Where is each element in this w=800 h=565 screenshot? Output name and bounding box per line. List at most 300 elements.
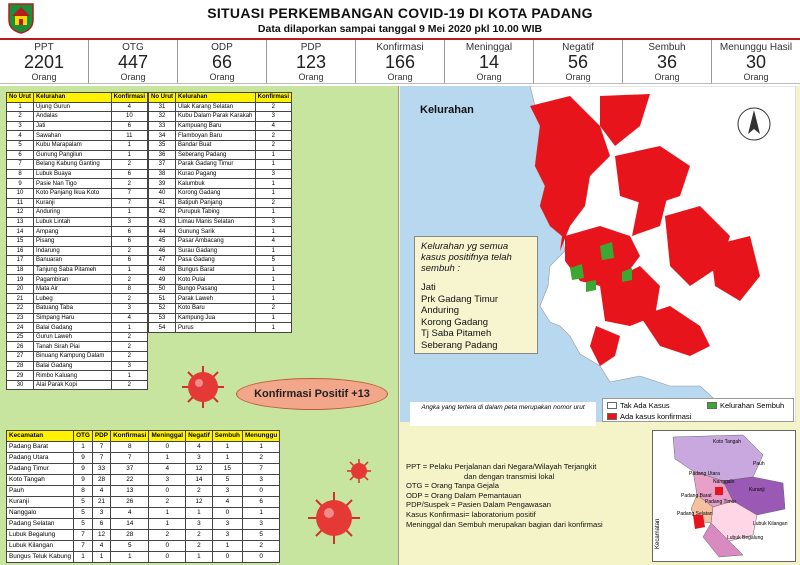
table-cell: 1: [255, 323, 291, 333]
area-recovered: [586, 280, 596, 292]
table-row: [7, 519, 280, 530]
table-cell: 36: [149, 150, 176, 160]
table-cell: 7: [92, 453, 110, 464]
table-cell: 0: [149, 442, 186, 453]
table-row: [7, 102, 148, 112]
table-row: [149, 227, 292, 237]
column-header: No Urut: [149, 93, 176, 103]
column-header: PDP: [92, 431, 110, 442]
table-cell: Belang Kabung Ganting: [34, 160, 112, 170]
table-cell: 1: [242, 442, 279, 453]
table-row: [7, 160, 148, 170]
table-row: [7, 371, 148, 381]
table-cell: 43: [149, 217, 176, 227]
table-cell: Kubu Marapalam: [34, 140, 112, 150]
table-cell: 45: [149, 236, 176, 246]
table-cell: Lubeg: [34, 294, 112, 304]
stat-value: 36: [656, 52, 678, 72]
table-cell: 12: [92, 530, 110, 541]
stat-sembuh: [623, 40, 712, 83]
table-cell: 24: [7, 323, 34, 333]
table-cell: 40: [149, 188, 176, 198]
table-cell: 4: [212, 497, 242, 508]
table-cell: 1: [255, 179, 291, 189]
table-cell: Batuang Taba: [34, 304, 112, 314]
table-cell: 1: [186, 508, 213, 519]
table-cell: 2: [255, 198, 291, 208]
kecamatan-table: [6, 430, 280, 563]
table-cell: 1: [255, 150, 291, 160]
table-cell: 1: [111, 323, 147, 333]
table-cell: 2: [111, 179, 147, 189]
definition-line: PDP/Suspek = Pasien Dalam Pengawasan: [406, 500, 551, 510]
table-cell: 3: [242, 475, 279, 486]
table-cell: Kampung Jua: [176, 313, 256, 323]
table-cell: Pasa Gadang: [176, 256, 256, 266]
table-row: [149, 160, 292, 170]
table-cell: 17: [7, 256, 34, 266]
table-cell: 3: [255, 169, 291, 179]
table-cell: Pasie Nan Tigo: [34, 179, 112, 189]
table-cell: 9: [7, 179, 34, 189]
table-cell: Koto Baru: [176, 304, 256, 314]
minimap-label: Padang Selatan: [677, 511, 713, 517]
table-cell: Parak Gadang Timur: [176, 160, 256, 170]
table-cell: 5: [212, 475, 242, 486]
table-row: [7, 140, 148, 150]
table-cell: 2: [255, 131, 291, 141]
table-cell: Batipuh Panjang: [176, 198, 256, 208]
table-cell: Kurao Pagang: [176, 169, 256, 179]
table-row: [7, 284, 148, 294]
positive-increase-badge: Konfirmasi Positif +13: [236, 378, 388, 410]
table-cell: 3: [186, 519, 213, 530]
definition-line: PPT = Pelaku Perjalanan dari Negara/Wilayah Terjangkit: [406, 462, 597, 471]
table-cell: 23: [7, 313, 34, 323]
table-cell: 2: [111, 352, 147, 362]
stat-label: PDP: [300, 42, 322, 53]
table-cell: 2: [186, 486, 213, 497]
table-row: [149, 121, 292, 131]
table-cell: 5: [74, 508, 93, 519]
column-header: Meninggal: [149, 431, 186, 442]
table-header-row: [7, 93, 148, 103]
table-cell: Kubu Dalam Parak Karakah: [176, 112, 256, 122]
table-cell: Padang Timur: [7, 464, 74, 475]
table-cell: Padang Barat: [7, 442, 74, 453]
table-cell: 4: [255, 121, 291, 131]
table-cell: 5: [111, 541, 149, 552]
table-cell: 2: [111, 380, 147, 390]
table-row: [7, 256, 148, 266]
table-cell: Ulak Karang Selatan: [176, 102, 256, 112]
table-row: [7, 131, 148, 141]
table-cell: 16: [7, 246, 34, 256]
table-cell: 1: [255, 294, 291, 304]
table-cell: 26: [7, 342, 34, 352]
table-cell: 4: [92, 486, 110, 497]
table-cell: Kuranji: [7, 497, 74, 508]
table-cell: Purus: [176, 323, 256, 333]
table-row: [149, 304, 292, 314]
kelurahan-table-2: [148, 92, 292, 333]
table-row: [149, 275, 292, 285]
table-cell: 15: [212, 464, 242, 475]
table-cell: 2: [255, 102, 291, 112]
table-cell: Balai Gadang: [34, 361, 112, 371]
stat-label: Negatif: [562, 42, 594, 53]
table-cell: 9: [74, 453, 93, 464]
table-row: [7, 497, 280, 508]
table-cell: 0: [149, 486, 186, 497]
table-cell: 46: [149, 246, 176, 256]
table-cell: Simpang Haru: [34, 313, 112, 323]
table-cell: 4: [111, 102, 147, 112]
table-cell: 52: [149, 304, 176, 314]
table-cell: 4: [255, 236, 291, 246]
table-cell: 2: [242, 453, 279, 464]
table-row: [149, 188, 292, 198]
table-cell: 51: [149, 294, 176, 304]
table-cell: 3: [111, 304, 147, 314]
legend-label: Ada kasus konfirmasi: [620, 412, 692, 421]
column-header: Kecamatan: [7, 431, 74, 442]
minimap-label: Koto Tangah: [713, 439, 741, 445]
callout-item: Korong Gadang: [421, 316, 489, 328]
table-cell: 1: [74, 552, 93, 563]
table-cell: 1: [186, 552, 213, 563]
stat-unit: Orang: [209, 72, 235, 82]
table-cell: 48: [149, 265, 176, 275]
table-cell: 7: [7, 160, 34, 170]
table-cell: 3: [186, 453, 213, 464]
table-cell: 25: [7, 332, 34, 342]
table-cell: 2: [149, 497, 186, 508]
recovered-callout: [414, 236, 538, 354]
table-cell: 28: [7, 361, 34, 371]
kecamatan-minimap: [652, 430, 796, 562]
table-cell: 1: [111, 552, 149, 563]
stat-label: Menunggu Hasil: [719, 42, 793, 53]
minimap-label: Padang Barat: [681, 493, 712, 499]
table-cell: Pisang: [34, 236, 112, 246]
table-cell: 14: [186, 475, 213, 486]
stat-unit: Orang: [120, 72, 146, 82]
table-cell: 32: [149, 112, 176, 122]
stat-odp: [178, 40, 267, 83]
table-cell: 10: [111, 112, 147, 122]
table-cell: Gunung Sarik: [176, 227, 256, 237]
table-cell: 7: [74, 541, 93, 552]
minimap-caption: Kecamatan: [655, 518, 661, 549]
table-row: [7, 246, 148, 256]
table-row: [7, 313, 148, 323]
table-row: [149, 169, 292, 179]
table-cell: 1: [212, 442, 242, 453]
table-cell: 3: [111, 361, 147, 371]
table-cell: 9: [74, 464, 93, 475]
stats-bar: [0, 38, 800, 84]
legend-swatch: [607, 413, 617, 420]
table-cell: Korong Gadang: [176, 188, 256, 198]
stat-unit: Orang: [387, 72, 413, 82]
table-cell: Kalumbuk: [176, 179, 256, 189]
table-row: [7, 486, 280, 497]
table-cell: 22: [111, 475, 149, 486]
table-cell: Purupuk Tabing: [176, 208, 256, 218]
table-row: [7, 121, 148, 131]
table-row: [149, 294, 292, 304]
column-header: Sembuh: [212, 431, 242, 442]
table-cell: 14: [111, 519, 149, 530]
table-cell: 39: [149, 179, 176, 189]
table-row: [149, 217, 292, 227]
stat-label: Sembuh: [648, 42, 686, 53]
table-cell: 3: [212, 519, 242, 530]
table-row: [149, 236, 292, 246]
table-cell: 1: [255, 246, 291, 256]
table-row: [7, 265, 148, 275]
column-header: Konfirmasi: [111, 93, 147, 103]
table-cell: Sawahan: [34, 131, 112, 141]
table-cell: Surau Gadang: [176, 246, 256, 256]
table-row: [149, 150, 292, 160]
table-cell: 27: [7, 352, 34, 362]
table-cell: 0: [149, 552, 186, 563]
table-cell: 3: [111, 217, 147, 227]
table-cell: 3: [7, 121, 34, 131]
table-cell: Banuaran: [34, 256, 112, 266]
legend-swatch: [607, 402, 617, 409]
table-cell: 1: [74, 442, 93, 453]
table-row: [149, 198, 292, 208]
table-cell: Lubuk Buaya: [34, 169, 112, 179]
callout-item: Prk Gadang Timur: [421, 293, 499, 305]
table-cell: 42: [149, 208, 176, 218]
table-cell: 1: [242, 508, 279, 519]
column-header: OTG: [74, 431, 93, 442]
table-row: [7, 453, 280, 464]
page-title: SITUASI PERKEMBANGAN COVID-19 DI KOTA PADANG: [207, 5, 593, 21]
kelurahan-table-1: [6, 92, 148, 390]
stat-value: 56: [567, 52, 589, 72]
table-cell: Nanggalo: [7, 508, 74, 519]
table-cell: Balai Gadang: [34, 323, 112, 333]
table-cell: Pasar Ambacang: [176, 236, 256, 246]
table-cell: 1: [149, 519, 186, 530]
column-header: Konfirmasi: [255, 93, 291, 103]
stat-value: 447: [117, 52, 149, 72]
table-cell: 7: [242, 464, 279, 475]
table-cell: Padang Utara: [7, 453, 74, 464]
column-header: No Urut: [7, 93, 34, 103]
table-row: [149, 313, 292, 323]
table-cell: Gunung Pangilun: [34, 150, 112, 160]
stat-value: 2201: [23, 52, 65, 72]
legend-label: Tak Ada Kasus: [620, 401, 670, 410]
stat-label: Meninggal: [465, 42, 513, 53]
stat-value: 123: [295, 52, 327, 72]
table-row: [7, 227, 148, 237]
table-cell: Padang Selatan: [7, 519, 74, 530]
table-cell: 22: [7, 304, 34, 314]
table-row: [149, 140, 292, 150]
table-header-row: [7, 431, 280, 442]
table-cell: 2: [111, 160, 147, 170]
table-cell: 0: [242, 486, 279, 497]
table-row: [7, 188, 148, 198]
definitions: [406, 440, 652, 562]
table-cell: 1: [255, 188, 291, 198]
stat-label: OTG: [122, 42, 144, 53]
table-cell: 0: [212, 508, 242, 519]
table-cell: 2: [111, 294, 147, 304]
stat-negatif: [534, 40, 623, 83]
table-row: [149, 256, 292, 266]
table-cell: Ujung Gurun: [34, 102, 112, 112]
table-cell: 1: [255, 313, 291, 323]
table-cell: 3: [212, 486, 242, 497]
table-cell: 11: [111, 131, 147, 141]
table-cell: 1: [111, 265, 147, 275]
table-cell: Seberang Padang: [176, 150, 256, 160]
table-cell: 12: [186, 464, 213, 475]
table-cell: 1: [149, 508, 186, 519]
table-row: [7, 198, 148, 208]
table-row: [149, 284, 292, 294]
report-date: Data dilaporkan sampai tanggal 9 Mei 2020 pkl 10.00 WIB: [257, 23, 543, 35]
stat-pdp: [267, 40, 356, 83]
table-row: [7, 275, 148, 285]
table-cell: 14: [7, 227, 34, 237]
table-cell: 53: [149, 313, 176, 323]
table-cell: 0: [242, 552, 279, 563]
table-row: [7, 475, 280, 486]
table-cell: 4: [92, 541, 110, 552]
table-cell: 1: [111, 208, 147, 218]
column-header: Kelurahan: [34, 93, 112, 103]
column-header: Kelurahan: [176, 93, 256, 103]
legend-swatch: [707, 402, 717, 409]
table-cell: Koto Panjang Ikua Koto: [34, 188, 112, 198]
table-cell: Andalas: [34, 112, 112, 122]
table-cell: 5: [7, 140, 34, 150]
column-header: Konfirmasi: [111, 431, 149, 442]
table-cell: 37: [111, 464, 149, 475]
table-cell: 2: [255, 140, 291, 150]
table-cell: 4: [111, 508, 149, 519]
table-cell: Pagambiran: [34, 275, 112, 285]
virus-icon: [346, 458, 372, 484]
table-row: [7, 304, 148, 314]
table-cell: 6: [111, 169, 147, 179]
stat-label: Konfirmasi: [376, 42, 424, 53]
minimap-label: Kuranji: [749, 487, 765, 493]
table-cell: Tanjung Saba Pitameh: [34, 265, 112, 275]
stat-value: 66: [211, 52, 233, 72]
table-cell: 6: [111, 236, 147, 246]
table-cell: 54: [149, 323, 176, 333]
table-cell: 20: [7, 284, 34, 294]
table-cell: Gurun Laweh: [34, 332, 112, 342]
stat-value: 30: [745, 52, 767, 72]
legend-label: Kelurahan Sembuh: [720, 401, 785, 410]
table-row: [149, 323, 292, 333]
table-row: [7, 179, 148, 189]
table-cell: Koto Pulai: [176, 275, 256, 285]
table-cell: Jati: [34, 121, 112, 131]
table-cell: 3: [255, 217, 291, 227]
table-cell: 38: [149, 169, 176, 179]
table-row: [7, 508, 280, 519]
table-row: [7, 380, 148, 390]
table-cell: 4: [149, 464, 186, 475]
table-cell: 2: [111, 275, 147, 285]
table-row: [149, 112, 292, 122]
table-cell: 2: [255, 304, 291, 314]
table-row: [7, 541, 280, 552]
table-cell: 2: [111, 246, 147, 256]
table-cell: 31: [149, 102, 176, 112]
table-cell: 21: [92, 497, 110, 508]
stat-unit: Orang: [476, 72, 502, 82]
callout-item: Jati: [421, 282, 436, 293]
table-cell: 5: [74, 497, 93, 508]
table-cell: 8: [111, 284, 147, 294]
table-cell: 7: [111, 453, 149, 464]
table-row: [149, 208, 292, 218]
table-cell: 2: [242, 541, 279, 552]
table-cell: 0: [149, 541, 186, 552]
table-cell: Koto Tangah: [7, 475, 74, 486]
table-cell: 1: [212, 453, 242, 464]
table-cell: 4: [186, 442, 213, 453]
table-cell: 13: [111, 486, 149, 497]
table-row: [7, 169, 148, 179]
minimap-label: Lubuk Begalung: [727, 535, 764, 541]
table-cell: Lubuk Lintah: [34, 217, 112, 227]
table-cell: 6: [111, 227, 147, 237]
table-cell: 10: [7, 188, 34, 198]
table-cell: 2: [149, 530, 186, 541]
stat-value: 14: [478, 52, 500, 72]
table-cell: 28: [92, 475, 110, 486]
table-cell: Lubuk Begalung: [7, 530, 74, 541]
table-cell: 30: [7, 380, 34, 390]
table-cell: 11: [7, 198, 34, 208]
table-cell: 5: [242, 530, 279, 541]
table-cell: 2: [7, 112, 34, 122]
table-cell: 7: [111, 188, 147, 198]
table-cell: Tanah Sirah Piai: [34, 342, 112, 352]
table-row: [7, 552, 280, 563]
table-cell: 26: [111, 497, 149, 508]
map-note: Angka yang tertera di dalam peta merupakan nomor urut: [410, 402, 596, 426]
table-cell: 1: [255, 227, 291, 237]
definition-line: ODP = Orang Dalam Pemantauan: [406, 490, 522, 500]
stat-label: PPT: [34, 42, 54, 53]
table-cell: 1: [111, 140, 147, 150]
stat-unit: Orang: [565, 72, 591, 82]
table-cell: 15: [7, 236, 34, 246]
stat-unit: Orang: [654, 72, 680, 82]
stat-label: ODP: [211, 42, 233, 53]
table-cell: 7: [74, 530, 93, 541]
minimap-graphic: [653, 431, 797, 563]
table-cell: 19: [7, 275, 34, 285]
callout-item: Seberang Padang: [421, 339, 498, 351]
table-cell: 7: [111, 198, 147, 208]
